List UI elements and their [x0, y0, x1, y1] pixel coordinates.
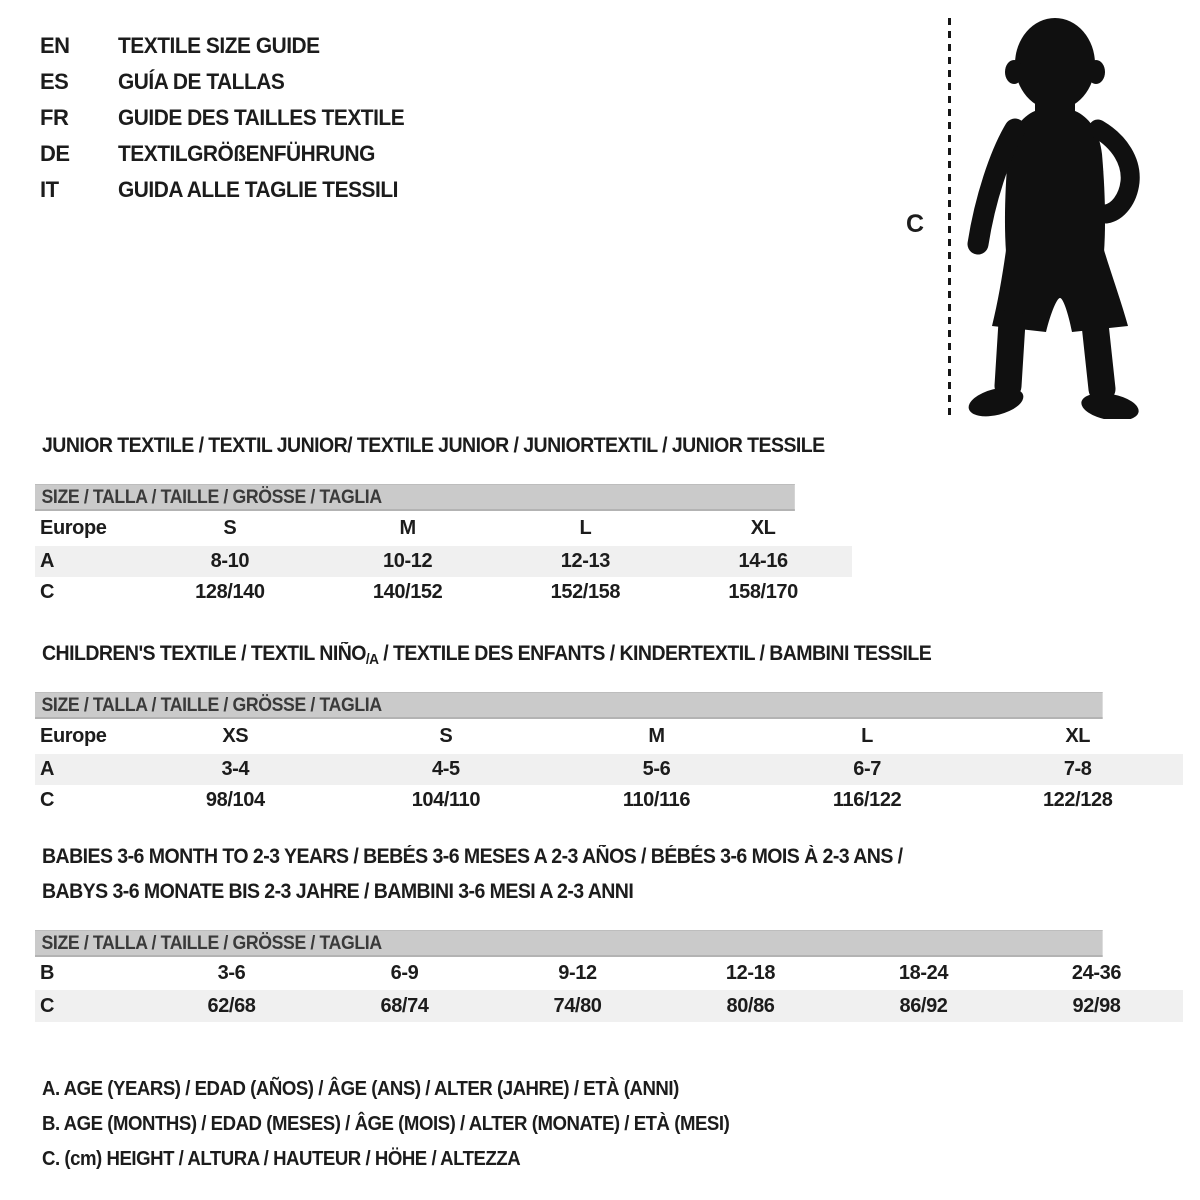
babies-section-title-line2: BABYS 3-6 MONATE BIS 2-3 JAHRE / BAMBINI 3-6 MESI A 2-3 ANNI [42, 880, 634, 903]
table-cell: L [861, 725, 873, 747]
legend-line-a: A. AGE (YEARS) / EDAD (AÑOS) / ÂGE (ANS) / ALTER (JAHRE) / ETÀ (ANNI) [42, 1078, 679, 1100]
table-cell: 5-6 [642, 758, 671, 780]
guide-title: TEXTILE SIZE GUIDE [118, 33, 320, 58]
table-cell: 80/86 [726, 994, 775, 1017]
table-cell: 158/170 [728, 581, 798, 603]
table-cell: XL [1065, 725, 1091, 747]
table-cell: 9-12 [558, 962, 597, 984]
guide-title: GUIDE DES TAILLES TEXTILE [118, 105, 405, 130]
table-cell: 128/140 [195, 581, 265, 603]
junior-section-title: JUNIOR TEXTILE / TEXTIL JUNIOR/ TEXTILE JUNIOR / JUNIORTEXTIL / JUNIOR TESSILE [42, 434, 825, 457]
table-row [35, 511, 852, 546]
table-cell: C [40, 789, 55, 811]
language-code: IT [40, 177, 59, 202]
table-cell: 6-7 [853, 758, 881, 780]
language-title-list [40, 28, 419, 208]
babies-size-table [35, 930, 1183, 1022]
list-item [40, 64, 419, 100]
junior-size-table [35, 484, 852, 608]
language-code: ES [40, 69, 69, 94]
language-code: EN [40, 33, 70, 58]
table-row [35, 785, 1183, 816]
legend-line-c: C. (cm) HEIGHT / ALTURA / HAUTEUR / HÖHE / ALTEZZA [42, 1148, 521, 1170]
size-header-bar: SIZE / TALLA / TAILLE / GRÖSSE / TAGLIA [35, 692, 1103, 719]
height-measure-label: C [906, 210, 925, 238]
language-code: FR [40, 105, 69, 130]
table-cell: A [40, 550, 55, 572]
children-size-table [35, 692, 1183, 816]
table-cell: 3-6 [217, 962, 246, 984]
guide-title: GUIDA ALLE TAGLIE TESSILI [118, 177, 398, 202]
table-cell: M [399, 517, 416, 539]
table-cell: B [40, 962, 55, 984]
table-cell: 68/74 [380, 994, 429, 1017]
table-cell: XL [750, 517, 776, 539]
table-cell: 3-4 [221, 758, 250, 780]
language-code: DE [40, 141, 70, 166]
table-cell: L [579, 517, 592, 539]
table-cell: Europe [40, 725, 107, 747]
table-row [35, 719, 1183, 754]
table-cell: M [648, 725, 665, 747]
guide-title: GUÍA DE TALLAS [118, 69, 285, 94]
table-cell: 98/104 [205, 789, 265, 811]
table-cell: 12-13 [560, 550, 610, 572]
table-cell: 24-36 [1071, 962, 1122, 984]
table-row [35, 990, 1183, 1022]
list-item [40, 172, 419, 208]
list-item [40, 136, 419, 172]
table-cell: 6-9 [390, 962, 419, 984]
table-cell: 62/68 [207, 994, 256, 1017]
legend-line-b: B. AGE (MONTHS) / EDAD (MESES) / ÂGE (MOIS) / ALTER (MONATE) / ETÀ (MESI) [42, 1113, 730, 1135]
table-cell: C [40, 581, 55, 603]
measure-legend [42, 1072, 781, 1177]
children-title-text: / TEXTILE DES ENFANTS / KINDERTEXTIL / BAMBINI TESSILE [378, 642, 932, 665]
table-cell: 104/110 [411, 789, 481, 811]
table-cell: XS [222, 725, 249, 747]
list-item [40, 100, 419, 136]
table-cell: 92/98 [1072, 994, 1121, 1017]
table-cell: 122/128 [1042, 789, 1113, 811]
table-cell: C [40, 994, 55, 1017]
table-cell: Europe [40, 517, 107, 539]
size-header-bar: SIZE / TALLA / TAILLE / GRÖSSE / TAGLIA [35, 484, 795, 511]
table-cell: 110/116 [622, 789, 691, 811]
table-cell: 10-12 [383, 550, 433, 572]
table-cell: 12-18 [725, 962, 776, 984]
table-cell: 7-8 [1063, 758, 1092, 780]
table-cell: 116/122 [832, 789, 902, 811]
guide-title: TEXTILGRÖßENFÜHRUNG [118, 141, 375, 166]
size-header-bar: SIZE / TALLA / TAILLE / GRÖSSE / TAGLIA [35, 930, 1103, 957]
children-title-text: CHILDREN'S TEXTILE / TEXTIL NIÑO [42, 642, 366, 665]
table-row [35, 546, 852, 577]
list-item [40, 28, 419, 64]
table-cell: 18-24 [898, 962, 949, 984]
table-row [35, 577, 852, 608]
toddler-silhouette-icon [960, 14, 1145, 419]
height-measure-dashed-line [948, 18, 951, 415]
table-cell: 8-10 [210, 550, 250, 572]
children-title-subscript: /A [365, 652, 379, 669]
table-cell: A [40, 758, 55, 780]
table-row [35, 957, 1183, 990]
table-cell: 74/80 [553, 994, 602, 1017]
children-section-title [42, 642, 931, 668]
babies-section-title-line1: BABIES 3-6 MONTH TO 2-3 YEARS / BEBÉS 3-6 MESES A 2-3 AÑOS / BÉBÉS 3-6 MOIS À 2-3 ANS / [42, 845, 903, 868]
table-cell: 86/92 [899, 994, 948, 1017]
table-cell: 14-16 [738, 550, 788, 572]
table-cell: S [223, 517, 237, 539]
table-row [35, 754, 1183, 785]
table-cell: 4-5 [432, 758, 460, 780]
table-cell: 140/152 [372, 581, 443, 603]
table-cell: 152/158 [550, 581, 621, 603]
table-cell: S [439, 725, 453, 747]
